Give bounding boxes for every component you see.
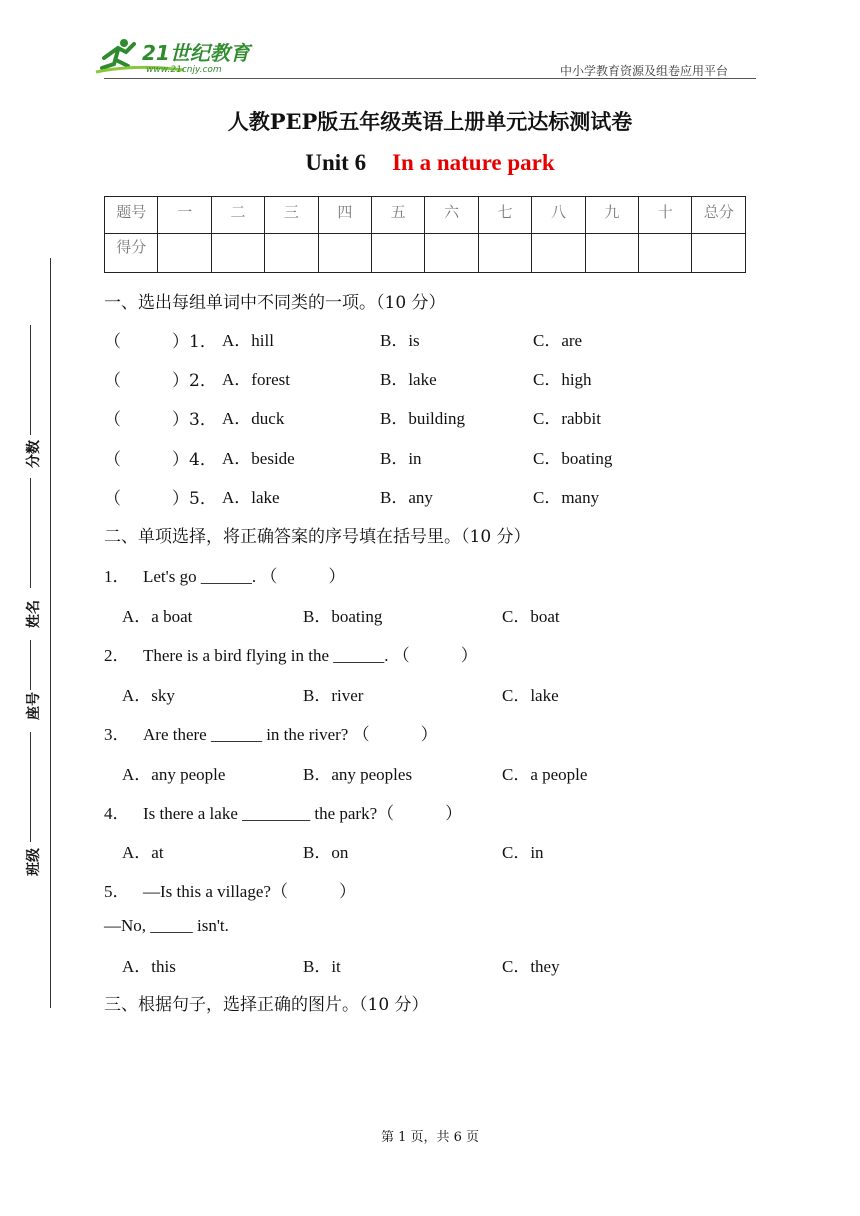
- s1-q2-paren: （ ）2．: [104, 371, 217, 391]
- s1-q5-paren: （ ）5．: [104, 489, 217, 509]
- score-input-cell[interactable]: [158, 234, 211, 273]
- score-table-cell: 七: [478, 197, 531, 234]
- s2-q1-option-b: B．boating: [303, 607, 383, 626]
- s2-q4-option-a: A．at: [122, 843, 164, 862]
- class-label: 班级: [26, 848, 42, 876]
- s1-q5-option-a: A．lake: [222, 488, 280, 507]
- score-table-cell: 九: [585, 197, 638, 234]
- s2-q2-option-b: B．river: [303, 686, 364, 705]
- score-input-cell[interactable]: [639, 234, 692, 273]
- score-table-cell: 十: [639, 197, 692, 234]
- score-table-cell: 六: [425, 197, 478, 234]
- s2-q3-option-b: B．any peoples: [303, 765, 413, 784]
- s2-q4-number: 4．: [104, 804, 130, 823]
- binding-line: [50, 258, 51, 1008]
- s2-q4-text: Is there a lake ________ the park?（ ）: [143, 804, 463, 823]
- seat-label: 座号: [26, 692, 42, 720]
- score-input-cell[interactable]: [211, 234, 264, 273]
- s1-q1-option-b: B．is: [380, 331, 420, 350]
- score-input-cell[interactable]: [318, 234, 371, 273]
- s2-q5-number: 5．: [104, 882, 130, 901]
- s2-q3-text: Are there ______ in the river? （ ）: [143, 725, 438, 744]
- score-table: [104, 196, 746, 273]
- s1-q3-option-b: B．building: [380, 409, 466, 428]
- s2-q3-number: 3．: [104, 725, 130, 744]
- class-blank-line[interactable]: [30, 732, 31, 842]
- section3-heading: 三、根据句子，选择正确的图片。（10 分）: [104, 995, 429, 1015]
- s2-q4-option-b: B．on: [303, 843, 349, 862]
- score-input-cell[interactable]: [265, 234, 318, 273]
- s1-q1-paren: （ ）1．: [104, 332, 217, 352]
- name-blank-line[interactable]: [30, 478, 31, 588]
- unit-title: [0, 150, 860, 176]
- s2-q5-option-b: B．it: [303, 957, 341, 976]
- score-table-cell: 四: [318, 197, 371, 234]
- score-table-cell: 得分: [105, 234, 158, 273]
- site-logo: [94, 34, 264, 78]
- score-input-cell[interactable]: [478, 234, 531, 273]
- s1-q3-option-c: C．rabbit: [533, 409, 601, 428]
- s1-q5-option-b: B．any: [380, 488, 433, 507]
- s1-q2-option-a: A．forest: [222, 370, 290, 389]
- s1-q2-option-b: B．lake: [380, 370, 437, 389]
- section1-heading: 一、选出每组单词中不同类的一项。（10 分）: [104, 293, 446, 313]
- logo-url: www.21cnjy.com: [146, 65, 222, 75]
- s2-q3-option-a: A．any people: [122, 765, 226, 784]
- logo-text: 21世纪教育: [142, 41, 250, 65]
- score-input-cell[interactable]: [532, 234, 585, 273]
- platform-label: 中小学教育资源及组卷应用平台: [560, 64, 729, 78]
- score-label: 分数: [26, 440, 42, 468]
- score-table-cell: 总分: [692, 197, 746, 234]
- s2-q3-option-c: C．a people: [502, 765, 588, 784]
- s1-q2-option-c: C．high: [533, 370, 592, 389]
- s2-q2-option-a: A．sky: [122, 686, 175, 705]
- s2-q2-text: There is a bird flying in the ______. （ ）: [143, 646, 478, 665]
- unit-number: Unit 6: [305, 150, 367, 175]
- score-table-cell: 三: [265, 197, 318, 234]
- score-table-cell: 题号: [105, 197, 158, 234]
- score-table-header-row: [105, 197, 746, 234]
- score-blank-line[interactable]: [30, 325, 31, 435]
- score-input-cell[interactable]: [372, 234, 425, 273]
- name-label: 姓名: [26, 600, 42, 628]
- s1-q4-paren: （ ）4．: [104, 450, 217, 470]
- header-divider: [104, 78, 756, 79]
- score-table-cell: 二: [211, 197, 264, 234]
- page-number: 第 1 页，共 6 页: [380, 1130, 480, 1145]
- s1-q4-option-a: A．beside: [222, 449, 295, 468]
- section2-heading: 二、单项选择，将正确答案的序号填在括号里。（10 分）: [104, 527, 531, 547]
- score-input-cell[interactable]: [425, 234, 478, 273]
- s1-q1-option-c: C．are: [533, 331, 583, 350]
- s2-q2-option-c: C．lake: [502, 686, 559, 705]
- s2-q1-number: 1．: [104, 567, 130, 586]
- s2-q4-option-c: C．in: [502, 843, 544, 862]
- s2-q1-text: Let's go ______. （ ）: [143, 567, 346, 586]
- s2-q5-text: —Is this a village?（ ）: [143, 882, 356, 901]
- s2-q2-number: 2．: [104, 646, 130, 665]
- s2-q5-reply: —No, _____ isn't.: [104, 916, 229, 935]
- unit-topic: In a nature park: [392, 150, 555, 175]
- score-table-score-row: [105, 234, 746, 273]
- s1-q1-option-a: A．hill: [222, 331, 274, 350]
- s2-q1-option-c: C．boat: [502, 607, 560, 626]
- s2-q5-option-a: A．this: [122, 957, 176, 976]
- s2-q5-option-c: C．they: [502, 957, 560, 976]
- score-table-cell: 八: [532, 197, 585, 234]
- score-table-cell: 一: [158, 197, 211, 234]
- s1-q3-option-a: A．duck: [222, 409, 285, 428]
- page-title: 人教PEP版五年级英语上册单元达标测试卷: [227, 109, 633, 134]
- seat-blank-line[interactable]: [30, 640, 31, 690]
- s1-q4-option-c: C．boating: [533, 449, 613, 468]
- score-table-cell: 五: [372, 197, 425, 234]
- s1-q4-option-b: B．in: [380, 449, 422, 468]
- score-input-cell[interactable]: [692, 234, 746, 273]
- score-input-cell[interactable]: [585, 234, 638, 273]
- s1-q3-paren: （ ）3．: [104, 410, 217, 430]
- s2-q1-option-a: A．a boat: [122, 607, 193, 626]
- s1-q5-option-c: C．many: [533, 488, 600, 507]
